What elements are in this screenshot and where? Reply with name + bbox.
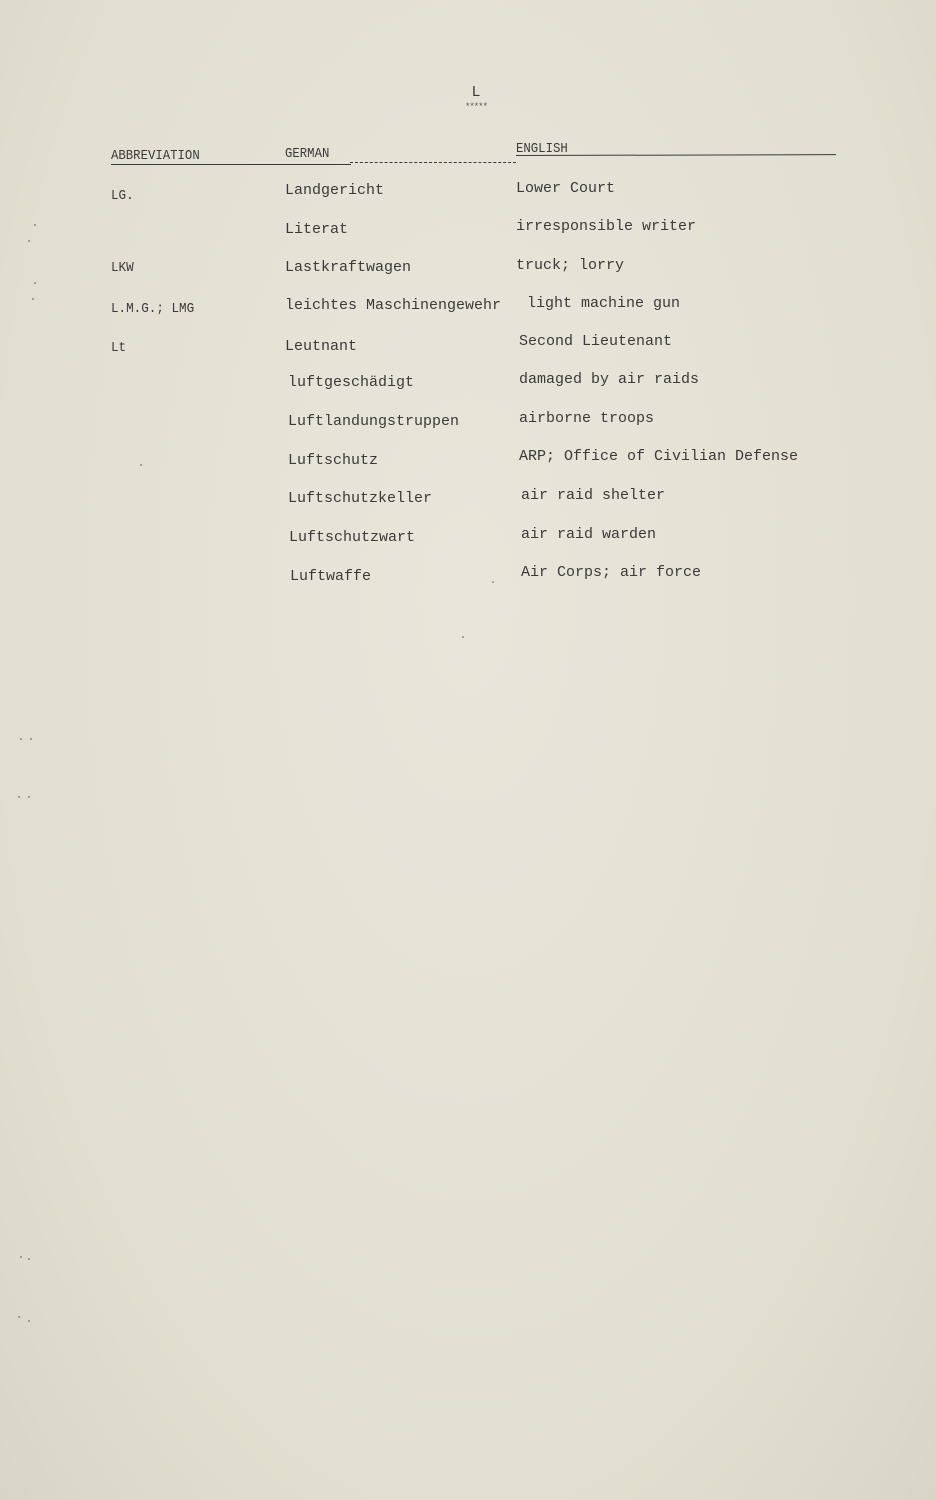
english-cell: ARP; Office of Civilian Defense (519, 448, 799, 465)
glossary-row (0, 526, 936, 548)
paper-speck (18, 796, 20, 798)
english-cell: air raid shelter (521, 487, 666, 504)
column-header-abbreviation: ABBREVIATION (111, 148, 200, 164)
english-cell: air raid warden (521, 526, 657, 543)
paper-speck (32, 298, 34, 300)
glossary-row (0, 333, 936, 355)
paper-speck (20, 1256, 22, 1258)
column-header-english: ENGLISH (516, 141, 568, 157)
english-cell: irresponsible writer (516, 218, 697, 235)
glossary-row (0, 257, 936, 279)
header-underline (350, 162, 516, 163)
section-letter: L (471, 84, 481, 101)
german-cell: Luftschutzwart (289, 529, 416, 546)
abbreviation-cell: L.M.G.; LMG (111, 301, 195, 317)
english-cell: Lower Court (516, 180, 616, 197)
abbreviation-cell: LKW (111, 260, 134, 276)
german-cell: Luftwaffe (290, 568, 372, 585)
paper-speck (34, 224, 36, 226)
paper-speck (28, 796, 30, 798)
glossary-row (0, 410, 936, 432)
german-cell: Lastkraftwagen (285, 259, 412, 276)
paper-speck (28, 240, 30, 242)
column-header-german: GERMAN (285, 146, 330, 162)
english-cell: light machine gun (527, 295, 681, 312)
german-cell: Luftschutzkeller (288, 490, 433, 507)
glossary-row (0, 371, 936, 393)
english-cell: airborne troops (519, 410, 655, 427)
paper-speck (28, 1258, 30, 1260)
glossary-row (0, 564, 936, 586)
paper-speck (18, 1316, 20, 1318)
paper-speck (20, 738, 22, 740)
paper-speck (140, 464, 142, 466)
section-ornament: ***** (464, 102, 487, 112)
glossary-row (0, 295, 936, 317)
english-cell: truck; lorry (516, 257, 625, 274)
paper-speck (462, 636, 464, 638)
german-cell: leichtes Maschinengewehr (285, 297, 502, 314)
header-underline (516, 154, 836, 156)
glossary-row (0, 218, 936, 240)
glossary-row (0, 487, 936, 509)
paper-speck (30, 738, 32, 740)
paper-speck (492, 581, 494, 583)
glossary-row (0, 448, 936, 470)
german-cell: Landgericht (285, 182, 385, 199)
german-cell: Leutnant (285, 338, 358, 355)
english-cell: damaged by air raids (519, 371, 700, 388)
english-cell: Second Lieutenant (519, 333, 673, 350)
english-cell: Air Corps; air force (521, 564, 702, 581)
paper-speck (34, 282, 36, 284)
german-cell: Luftlandungstruppen (288, 413, 460, 430)
header-underline (111, 164, 351, 165)
german-cell: Luftschutz (288, 452, 379, 469)
german-cell: luftgeschädigt (288, 374, 415, 391)
paper-speck (28, 1320, 30, 1322)
glossary-row (0, 180, 936, 202)
german-cell: Literat (285, 221, 349, 238)
abbreviation-cell: LG. (111, 188, 134, 204)
abbreviation-cell: Lt (111, 340, 127, 356)
